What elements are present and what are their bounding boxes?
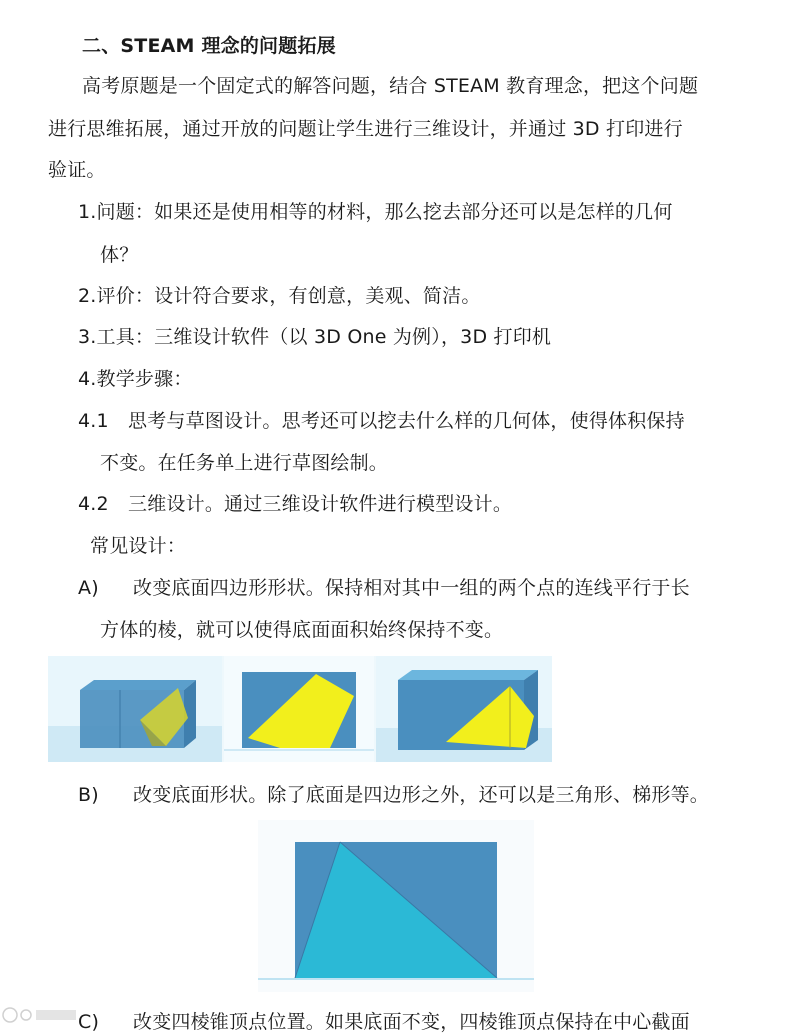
intro-line-3: 验证。 <box>48 159 106 181</box>
design-b-text: 改变底面形状。除了底面是四边形之外，还可以是三角形、梯形等。 <box>133 784 710 806</box>
intro-line-2: 进行思维拓展，通过开放的问题让学生进行三维设计，并通过 3D 打印进行 <box>48 118 683 140</box>
step-4-1-line-1: 4.1 思考与草图设计。思考还可以挖去什么样的几何体，使得体积保持 <box>78 410 685 432</box>
design-b-label: B) <box>78 784 99 806</box>
design-a-line-2: 方体的棱，就可以使得底面面积始终保持不变。 <box>100 619 504 641</box>
design-a-figure <box>48 656 552 762</box>
design-a-label: A) <box>78 577 99 599</box>
item-3: 3.工具：三维设计软件（以 3D One 为例），3D 打印机 <box>78 326 552 348</box>
design-b-figure <box>258 820 534 992</box>
intro-line-1: 高考原题是一个固定式的解答问题，结合 STEAM 教育理念，把这个问题 <box>82 75 699 97</box>
common-designs-label: 常见设计： <box>90 535 187 557</box>
design-a-line-1: 改变底面四边形形状。保持相对其中一组的两个点的连线平行于长 <box>133 577 690 599</box>
step-4-1-line-2: 不变。在任务单上进行草图绘制。 <box>100 452 389 474</box>
item-4: 4.教学步骤： <box>78 368 193 390</box>
design-c-label: C) <box>78 1011 100 1033</box>
design-c-text: 改变四棱锥顶点位置。如果底面不变，四棱锥顶点保持在中心截面 <box>133 1011 690 1033</box>
item-1-line-2: 体？ <box>100 244 139 266</box>
item-1-line-1: 1.问题：如果还是使用相等的材料，那么挖去部分还可以是怎样的几何 <box>78 201 673 223</box>
step-4-2: 4.2 三维设计。通过三维设计软件进行模型设计。 <box>78 493 513 515</box>
design-a-illustration <box>48 656 552 762</box>
design-b-illustration <box>258 820 534 992</box>
watermark-logo <box>0 1005 80 1028</box>
section-title: 二、STEAM 理念的问题拓展 <box>82 35 336 57</box>
item-2: 2.评价：设计符合要求，有创意，美观、简洁。 <box>78 285 481 307</box>
